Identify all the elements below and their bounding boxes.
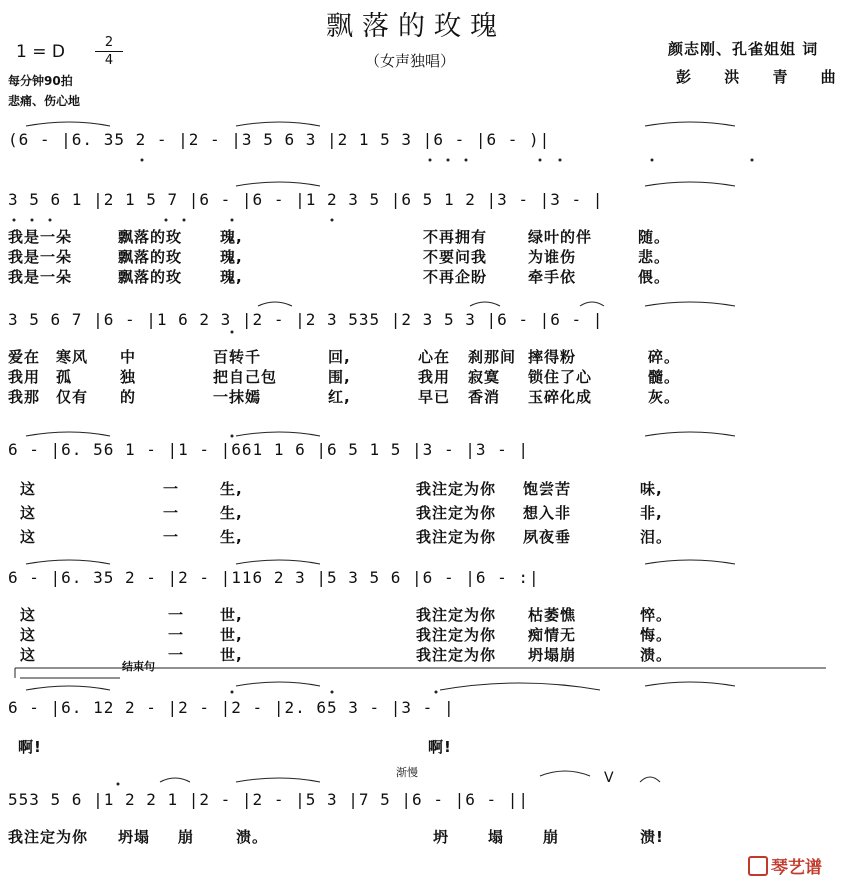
lyric: 崩 [543,828,560,846]
lyric: 生, [220,480,243,498]
lyric: 生, [220,504,243,522]
lyric: 红, [328,388,351,406]
lyric: 我是一朵 [8,268,73,286]
lyric: 世, [220,646,243,664]
lyric: 我是一朵 [8,228,73,246]
lyric: 悲。 [638,248,671,266]
lyric: 我注定为你 [416,646,497,664]
logo-icon [748,856,768,876]
notation-row-7: 553 5 6 |1 2 2 1 |2 - |2 - |5 3 |7 5 |6 - |6 - || [8,790,530,809]
lyric: 啊! [18,738,42,756]
lyric: 我注定为你 [8,828,89,846]
mood-marking: 悲痛、伤心地 [8,94,81,108]
notation-row-6: 6 - |6. 12 2 - |2 - |2 - |2. 65 3 - |3 - | [8,698,455,717]
lyric: 寂寞 [468,368,501,386]
lyric: 饱尝苦 [523,480,572,498]
meter-top: 2 [104,35,114,50]
lyric: 摔得粉 [528,348,577,366]
lyric: 这 [20,606,37,624]
lyric: 刹那间 [468,348,517,366]
lyric: 飘落的玫 [118,248,183,266]
lyric: 这 [20,646,37,664]
lyric: 我用 [8,368,41,386]
notation-row-5: 6 - |6. 35 2 - |2 - |116 2 3 |5 3 5 6 |6 - |6 - :| [8,568,540,587]
lyric: 悴。 [640,606,673,624]
lyric: 心在 [418,348,451,366]
lyric: 百转千 [213,348,262,366]
lyric: 香消 [468,388,501,406]
lyric: 瑰, [220,268,243,286]
site-watermark [748,853,822,878]
lyric: 塌 [488,828,505,846]
lyric: 悔。 [640,626,673,644]
song-title: 飘落的玫瑰 [326,11,506,42]
lyric: 飘落的玫 [118,228,183,246]
notation-row-2: 3 5 6 1 |2 1 5 7 |6 - |6 - |1 2 3 5 |6 5 1 2 |3 - |3 - | [8,190,604,209]
lyric: 坍塌 [118,828,151,846]
lyric: 灰。 [648,388,681,406]
composer-credit: 彭 洪 青 曲 [676,68,850,86]
lyric: 牵手依 [528,268,577,286]
lyric: 溃。 [236,828,269,846]
subtitle: （女声独唱） [365,52,456,70]
lyric: 不要问我 [423,248,488,266]
key-signature: 1 = D [16,42,65,62]
lyric: 早已 [418,388,451,406]
notation-row-3: 3 5 6 7 |6 - |1 6 2 3 |2 - |2 3 535 |2 3 5 3 |6 - |6 - | [8,310,604,329]
lyric: 孤 [56,368,73,386]
lyric: 寒风 [56,348,89,366]
lyric: 我注定为你 [416,606,497,624]
lyric: 一 [163,480,180,498]
lyric: 这 [20,480,37,498]
lyric: 飘落的玫 [118,268,183,286]
lyric: 玉碎化成 [528,388,593,406]
watermark-text: 琴艺谱 [771,858,822,878]
lyric: 崩 [178,828,195,846]
lyric: 一 [163,528,180,546]
lyric: 碎。 [648,348,681,366]
lyric: 一 [163,504,180,522]
lyric: 不再企盼 [423,268,488,286]
tempo-marking: 每分钟90拍 [8,74,73,88]
lyricist-credit: 颜志刚、孔雀姐姐 词 [668,40,819,58]
lyric: 想入非 [523,504,572,522]
lyric: 中 [120,348,137,366]
lyric: 随。 [638,228,671,246]
lyric: 一 [168,626,185,644]
breath-mark: V [604,770,614,786]
lyric: 瑰, [220,248,243,266]
lyric: 夙夜垂 [523,528,572,546]
lyric: 世, [220,606,243,624]
lyric: 一 [168,606,185,624]
lyric: 瑰, [220,228,243,246]
lyric: 我注定为你 [416,480,497,498]
ending-section-label: 结束句 [122,660,155,673]
lyric: 这 [20,626,37,644]
lyric: 我用 [418,368,451,386]
lyric: 偎。 [638,268,671,286]
notation-row-1: (6 - |6. 35 2 - |2 - |3 5 6 3 |2 1 5 3 |6 - |6 - )| [8,130,551,149]
lyric: 这 [20,504,37,522]
lyric: 坍 [433,828,450,846]
meter-bottom: 4 [104,53,114,68]
lyric: 围, [328,368,351,386]
notation-row-4: 6 - |6. 56 1 - |1 - |661 1 6 |6 5 1 5 |3 - |3 - | [8,440,530,459]
lyric: 我注定为你 [416,504,497,522]
lyric: 爱在 [8,348,41,366]
lyric: 不再拥有 [423,228,488,246]
lyric: 回, [328,348,351,366]
lyric: 坍塌崩 [528,646,577,664]
lyric: 为谁伤 [528,248,577,266]
lyric: 绿叶的伴 [528,228,593,246]
lyric: 枯萎憔 [528,606,577,624]
lyric: 我是一朵 [8,248,73,266]
lyric: 世, [220,626,243,644]
lyric: 痴情无 [528,626,577,644]
lyric: 非, [640,504,663,522]
lyric: 味, [640,480,663,498]
lyric: 一 [168,646,185,664]
lyric: 锁住了心 [528,368,593,386]
lyric: 仅有 [56,388,89,406]
lyric: 啊! [428,738,452,756]
lyric: 这 [20,528,37,546]
lyric: 溃。 [640,646,673,664]
lyric: 我注定为你 [416,626,497,644]
lyric: 把自己包 [213,368,278,386]
lyric: 生, [220,528,243,546]
lyric: 一抹嫣 [213,388,262,406]
lyric: 泪。 [640,528,673,546]
lyric: 独 [120,368,137,386]
lyric: 我那 [8,388,41,406]
lyric: 我注定为你 [416,528,497,546]
lyric: 溃! [640,828,664,846]
lyric: 的 [120,388,137,406]
lyric: 髓。 [648,368,681,386]
ritardando-marking: 渐慢 [396,766,418,779]
